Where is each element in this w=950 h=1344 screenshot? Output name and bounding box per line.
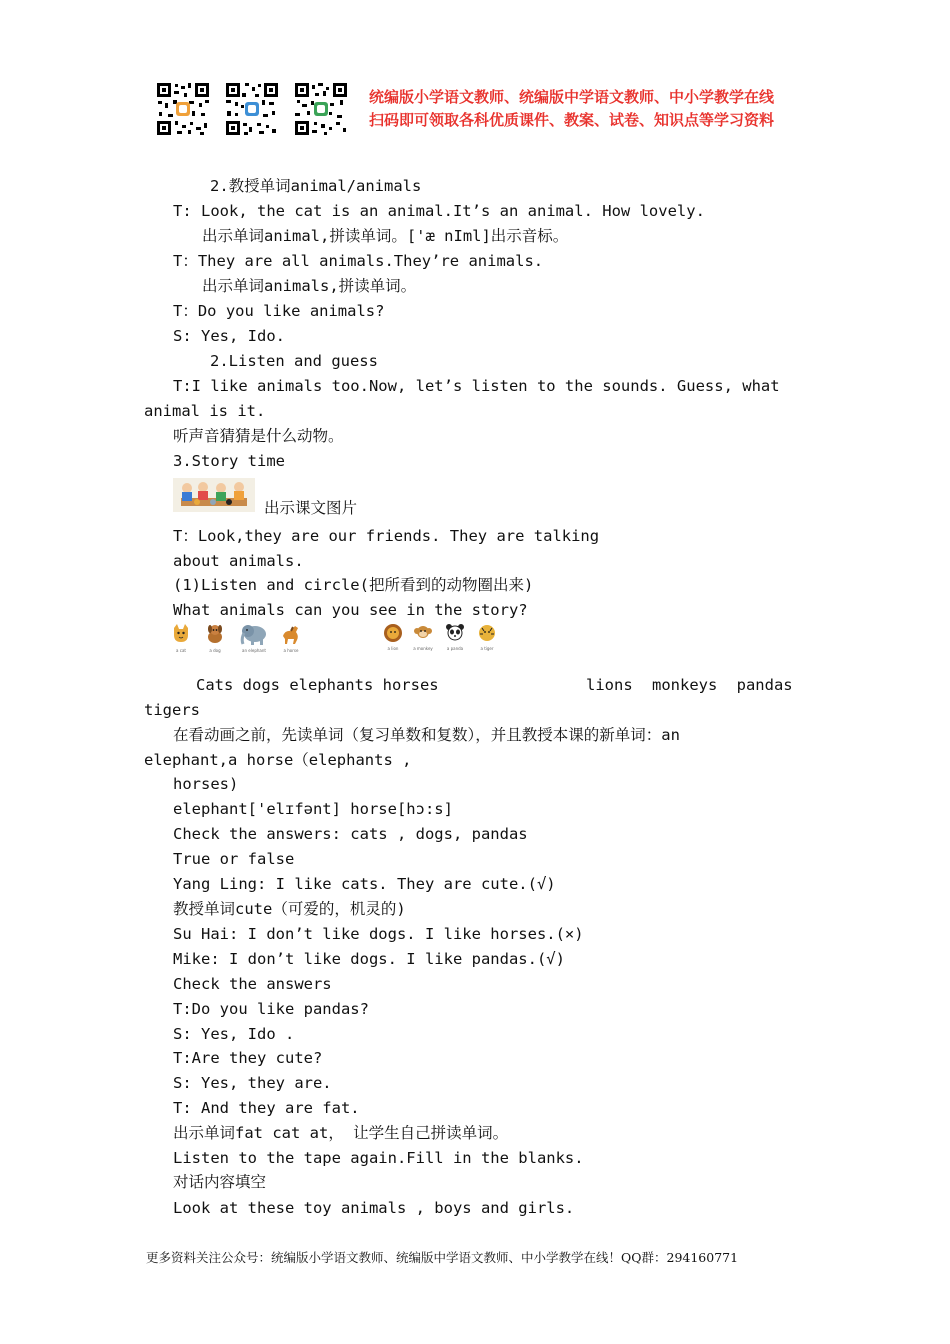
banner-line-2: 扫码即可领取各科优质课件、教案、试卷、知识点等学习资料 (369, 111, 775, 129)
icon-caption: a dog (209, 648, 221, 653)
page-footer: 更多资料关注公众号：统编版小学语文教师、统编版中学语文教师、中小学教学在线！QQ群：294160771 (146, 1250, 739, 1265)
text-line: S: Yes, Ido. (173, 327, 285, 345)
text-line: T: And they are fat. (173, 1099, 360, 1117)
animal-icon-row (166, 622, 506, 660)
header-banner (369, 86, 774, 132)
text-line: 2.教授单词animal/animals (210, 177, 422, 195)
text-line: 听声音猜猜是什么动物。 (173, 427, 344, 445)
text-line: Check the answers: cats , dogs, pandas (173, 825, 528, 843)
header (155, 78, 815, 138)
elephant-icon (236, 622, 272, 654)
text-line: 对话内容填空 (173, 1173, 267, 1191)
qr-code-icon[interactable] (224, 81, 280, 137)
text-line: tigers (144, 701, 200, 719)
text-line: 2.Listen and guess (210, 352, 378, 370)
text-line: about animals. (173, 552, 304, 570)
classroom-picture-icon (173, 478, 255, 512)
text-line: (1)Listen and circle(把所看到的动物圈出来) (173, 576, 534, 594)
banner-line-1: 统编版小学语文教师、统编版中学语文教师、中小学教学在线 (369, 88, 775, 106)
text-line: T: Look, the cat is an animal.It’s an animal. How lovely. (173, 202, 705, 220)
cat-icon (166, 622, 196, 654)
icon-caption: a cat (176, 648, 186, 653)
icon-caption: a horse (283, 648, 299, 653)
text-line: What animals can you see in the story? (173, 601, 528, 619)
text-line: T：Look,they are our friends. They are talking (173, 527, 600, 545)
text-line: 出示单词animals,拼读单词。 (202, 277, 417, 295)
text-line: 出示单词fat cat at， 让学生自己拼读单词。 (173, 1124, 509, 1142)
text-line: Su Hai: I don’t like dogs. I like horses.(×) (173, 925, 584, 943)
text-line: 在看动画之前，先读单词（复习单数和复数），并且教授本课的新单词：an (173, 726, 680, 744)
tiger-icon (472, 622, 502, 652)
text-line: 出示课文图片 (264, 499, 358, 517)
text-line: horses) (173, 775, 239, 793)
text-line: Mike: I don’t like dogs. I like pandas.(√) (173, 950, 565, 968)
horse-icon (276, 622, 306, 654)
monkey-icon (408, 622, 438, 652)
lion-icon (378, 622, 408, 652)
text-line: animal is it. (144, 402, 266, 420)
icon-caption: a tiger (480, 646, 494, 651)
text-line: 教授单词cute（可爱的，机灵的) (173, 900, 406, 918)
panda-icon (440, 622, 470, 652)
text-line: S: Yes, they are. (173, 1074, 332, 1092)
text-line: Yang Ling: I like cats. They are cute.(√) (173, 875, 556, 893)
text-line: True or false (173, 850, 295, 868)
icon-caption: a lion (387, 646, 399, 651)
qr-code-icon[interactable] (293, 81, 349, 137)
text-line: Listen to the tape again.Fill in the blanks. (173, 1149, 584, 1167)
icon-caption: an elephant (242, 648, 266, 653)
text-line: 出示单词animal,拼读单词。['æ nIml]出示音标。 (202, 227, 569, 245)
text-line: T:I like animals too.Now, let’s listen to the sounds. Guess, what (173, 377, 780, 395)
text-line: T:Do you like pandas? (173, 1000, 369, 1018)
text-line: Cats dogs elephants horses (196, 676, 439, 694)
text-line: T：Do you like animals? (173, 302, 385, 320)
text-line: lions monkeys pandas (586, 676, 793, 694)
text-line: Look at these toy animals , boys and girls. (173, 1199, 575, 1217)
qr-code-icon[interactable] (155, 81, 211, 137)
text-line: 3.Story time (173, 452, 285, 470)
text-line: S: Yes, Ido . (173, 1025, 295, 1043)
text-line: T:Are they cute? (173, 1049, 323, 1067)
text-line: T：They are all animals.They’re animals. (173, 252, 544, 270)
text-line: elephant['elɪfənt] horse[hɔ:s] (173, 800, 453, 818)
icon-caption: a monkey (413, 646, 433, 651)
dog-icon (200, 622, 230, 654)
icon-caption: a panda (446, 646, 464, 651)
text-line: elephant,a horse（elephants , (144, 751, 412, 769)
text-line: Check the answers (173, 975, 332, 993)
